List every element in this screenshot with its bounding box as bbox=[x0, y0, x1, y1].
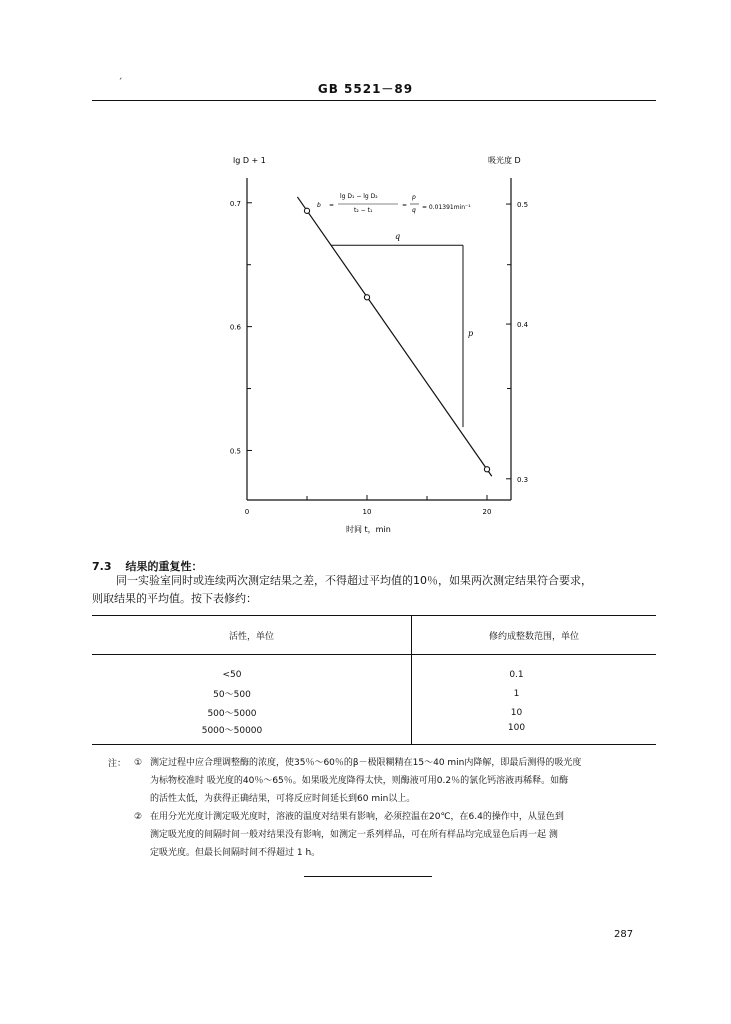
note-1-marker: ① bbox=[134, 758, 143, 768]
y-left-tick-label: 0.5 bbox=[229, 447, 241, 456]
formula-frac-den: q bbox=[412, 207, 416, 214]
formula-frac-num: p bbox=[412, 194, 416, 201]
y-right-tick-label: 0.5 bbox=[517, 201, 529, 210]
label-p: p bbox=[468, 329, 474, 339]
note-2-marker: ② bbox=[134, 812, 143, 822]
y-left-tick-label: 0.7 bbox=[229, 199, 241, 208]
table-spacer bbox=[92, 655, 656, 666]
minor-ticks bbox=[247, 265, 511, 500]
corner-mark: ˊ bbox=[118, 78, 123, 88]
note-1-line-1: 测定过程中应合理调整酶的浓度，使35％～60％的β－极限糊精在15～40 min内降解，即最后测得的吸光度 bbox=[150, 758, 582, 768]
cell-rounding: 100 bbox=[412, 722, 657, 745]
slope-formula bbox=[317, 193, 471, 214]
cell-rounding: 10 bbox=[510, 707, 523, 718]
paragraph-line-2: 则取结果的平均值。按下表修约： bbox=[92, 592, 257, 605]
cell-activity: 5000～50000 bbox=[92, 722, 412, 745]
paragraph-line-1: 同一实验室同时或连续两次测定结果之差，不得超过平均值的10％，如果两次测定结果符合要求， bbox=[116, 574, 592, 587]
y-right-ticks bbox=[506, 201, 529, 484]
formula-b: b bbox=[317, 202, 321, 209]
y-right-tick-label: 0.4 bbox=[517, 321, 529, 330]
section-paragraph bbox=[92, 572, 656, 608]
standard-code-header: GB 5521－89 bbox=[317, 82, 414, 96]
note-2-line-3: 定吸光度。但最长间隔时间不得超过 1 h。 bbox=[150, 848, 321, 858]
note-2-line-2: 测定吸光度的间隔时间一般对结果没有影响，如测定一系列样品，可在所有样品均完成显色后再一起 测 bbox=[150, 830, 558, 840]
note-2-line-1: 在用分光光度计测定吸光度时，溶液的温度对结果有影响，必须控温在20℃，在6.4的操作中，从显色到 bbox=[150, 812, 564, 822]
y-left-tick-label: 0.6 bbox=[229, 323, 241, 332]
formula-result: = 0.01391min⁻¹ bbox=[422, 204, 471, 211]
y-right-axis-label: 吸光度 D bbox=[488, 156, 521, 165]
formula-eq-2: = bbox=[402, 202, 408, 209]
notes-label: 注： bbox=[108, 759, 127, 769]
y-left-axis-label: lg D + 1 bbox=[233, 156, 266, 165]
table-header-row bbox=[92, 616, 656, 655]
rounding-table bbox=[92, 615, 656, 745]
chart-frame bbox=[247, 178, 511, 500]
note-1-line-3: 的活性太低，为获得正确结果，可将反应时间延长到60 min以上。 bbox=[150, 794, 416, 804]
table-row bbox=[92, 665, 656, 684]
cell-activity: 500～5000 bbox=[92, 703, 412, 722]
note-1-line-2: 为标物校准时 吸光度的40％～65％。如果吸光度降得太快，则酶液可用0.2％的氯化钙溶液再稀释。如酶 bbox=[150, 776, 569, 786]
table-row bbox=[92, 703, 656, 722]
header-activity: 活性，单位 bbox=[92, 616, 412, 655]
formula-eq: = bbox=[329, 202, 335, 209]
data-point-marker bbox=[364, 295, 369, 300]
x-tick-label: 0 bbox=[244, 508, 250, 516]
data-point-marker bbox=[304, 208, 309, 213]
table-row bbox=[92, 684, 656, 703]
note-1 bbox=[134, 754, 652, 808]
note-2 bbox=[134, 808, 652, 862]
x-tick-label: 20 bbox=[482, 508, 492, 516]
cell-rounding: 0.1 bbox=[509, 669, 524, 680]
footer-rule bbox=[304, 876, 432, 877]
x-tick-label: 10 bbox=[362, 508, 372, 516]
formula-denominator: t₂ − t₁ bbox=[354, 207, 373, 214]
table-row bbox=[92, 722, 656, 745]
page-number: 287 bbox=[614, 929, 634, 940]
y-right-tick-label: 0.3 bbox=[517, 475, 529, 484]
formula-numerator: lg D₁ − lg D₂ bbox=[340, 193, 378, 200]
x-axis-label: 时间 t，min bbox=[346, 525, 391, 534]
data-point-marker bbox=[484, 467, 489, 472]
section-title-text: 结果的重复性： bbox=[125, 560, 203, 573]
section-number: 7.3 bbox=[92, 560, 112, 573]
y-left-ticks bbox=[230, 200, 252, 456]
x-ticks bbox=[245, 495, 492, 516]
cell-activity: 50～500 bbox=[92, 684, 412, 703]
cell-rounding: 1 bbox=[513, 688, 520, 699]
cell-activity: <50 bbox=[92, 665, 412, 684]
header-rounding: 修约成整数范围，单位 bbox=[412, 616, 657, 655]
label-q: q bbox=[395, 232, 401, 242]
slope-triangle bbox=[331, 232, 473, 427]
